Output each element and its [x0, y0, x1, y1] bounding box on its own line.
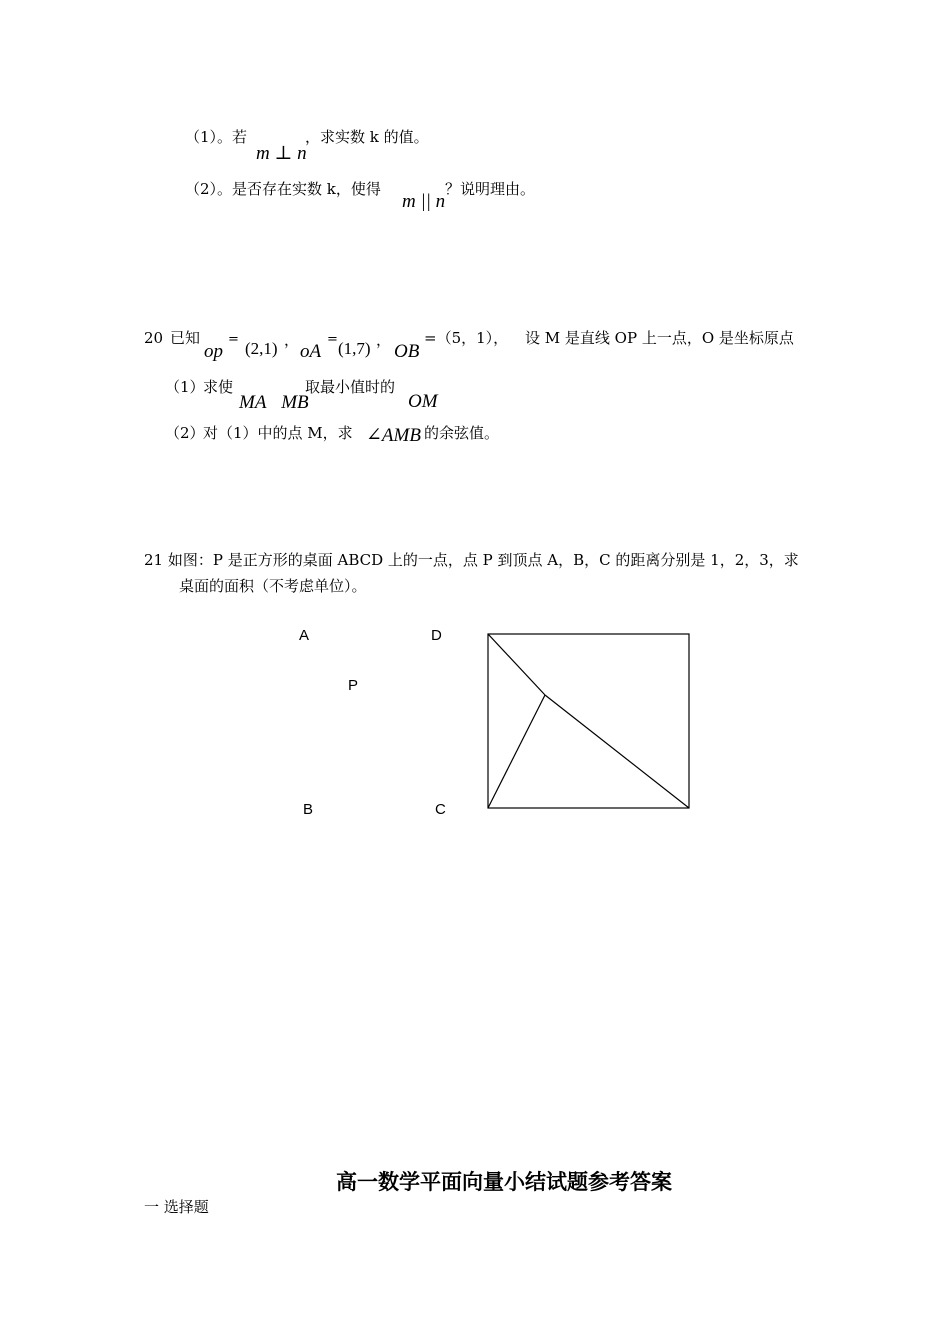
- q20-comma-1: ，: [284, 331, 300, 349]
- q20-equals-1: =: [228, 332, 239, 347]
- q20-equals-2: =: [327, 332, 338, 347]
- answers-section1: 一 选择题: [144, 1198, 209, 1216]
- q20-part1-text: 求使: [203, 378, 234, 396]
- q19-part1-suffix: ，求实数 k 的值。: [305, 128, 429, 146]
- q20-vector-oa: oA: [300, 341, 322, 362]
- figure-label-c: C: [435, 801, 446, 818]
- figure-label-b: B: [303, 801, 314, 818]
- q20-part2-suffix: 的余弦值。: [424, 424, 500, 442]
- figure-label-d: D: [431, 627, 442, 644]
- q20-part2-label: （2）: [165, 424, 205, 442]
- answers-title: 高一数学平面向量小结试题参考答案: [336, 1170, 672, 1194]
- q19-part2-math: m || n: [402, 191, 446, 212]
- q19-part2-prefix: （2）。是否存在实数 k，使得: [185, 180, 381, 198]
- segment-pc: [545, 695, 689, 808]
- q20-part2-text: 对（1）中的点 M，求: [203, 424, 353, 442]
- q20-part1-label: （1）: [165, 378, 205, 396]
- q19-part1-prefix: （1）。若: [185, 128, 248, 146]
- figure-label-p: P: [348, 677, 359, 694]
- q20-text2: 设 M 是直线 OP 上一点，O 是坐标原点: [525, 329, 794, 347]
- q20-part1-math2: OM: [408, 391, 438, 412]
- q20-op-value: (2,1): [245, 339, 278, 358]
- figure-label-a: A: [299, 627, 310, 644]
- q20-oa-value: (1,7): [338, 339, 371, 358]
- segment-pa: [488, 634, 545, 695]
- q21-line1: 21 如图：P 是正方形的桌面 ABCD 上的一点，点 P 到顶点 A，B，C 的距离分别是 1，2，3，求: [144, 551, 799, 569]
- q20-part2-math: ∠AMB: [366, 425, 421, 446]
- q20-vector-ob: OB: [394, 341, 420, 362]
- q19-part1-math: m ⊥ n: [256, 143, 307, 164]
- q20-text1: 已知: [170, 329, 201, 347]
- q20-comma-2: ，: [376, 331, 392, 349]
- square-outline: [488, 634, 689, 808]
- q20-part1-math: MA⃞MB: [239, 392, 309, 413]
- q21-line2: 桌面的面积（不考虑单位）。: [179, 577, 367, 595]
- q20-part1-mid: 取最小值时的: [305, 378, 396, 396]
- q19-part2-suffix: ？说明理由。: [445, 180, 536, 198]
- q20-number: 20: [144, 329, 164, 347]
- segment-pb: [488, 695, 545, 808]
- q20-vector-op: op: [204, 341, 223, 362]
- q20-ob-value: =（5，1），: [424, 329, 509, 347]
